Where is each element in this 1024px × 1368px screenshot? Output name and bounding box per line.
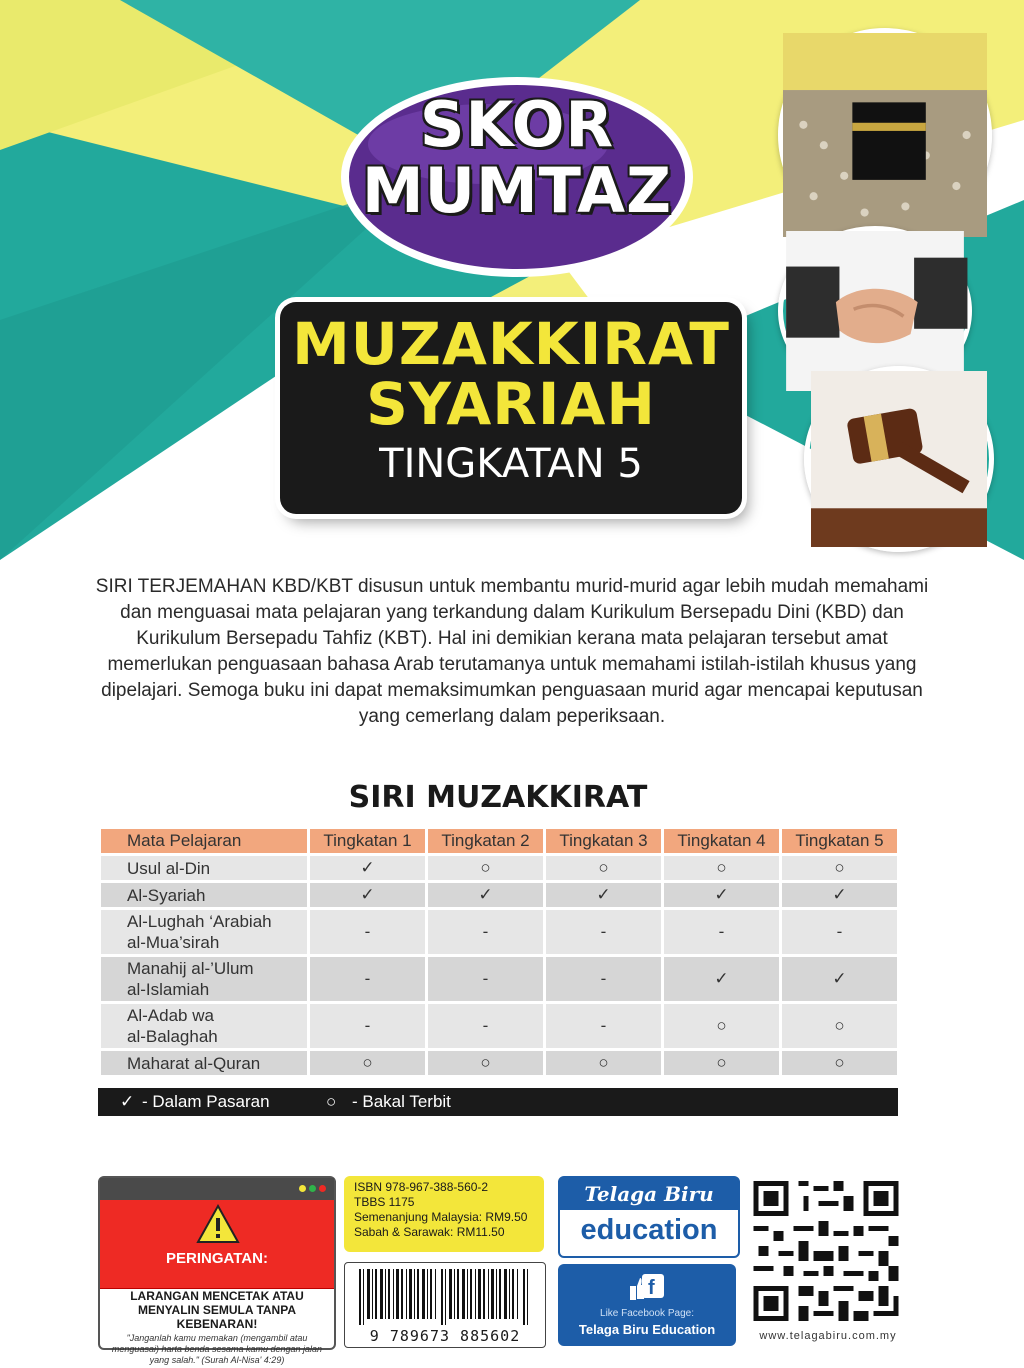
siri-table (98, 826, 900, 1078)
subject-text: Manahij al-’Ulum (127, 959, 254, 978)
row-cell: ○ (428, 856, 543, 880)
subject-text: Maharat al-Quran (127, 1053, 261, 1073)
row-cell: ○ (428, 1051, 543, 1075)
website-url[interactable]: www.telagabiru.com.my (759, 1330, 897, 1342)
row-cell: ✓ (782, 957, 897, 1001)
facebook-box[interactable] (558, 1264, 736, 1346)
facebook-like-icon (628, 1272, 666, 1302)
isbn-box (344, 1176, 544, 1252)
warning-quote: "Janganlah kamu memakan (mengambil atau menguasai) harta benda sesama kamu dengan jalan yang salah." (Surah Al-Nisa' 4:29) (111, 1333, 323, 1365)
row-cell: ○ (664, 1004, 779, 1048)
row-subject (101, 1051, 307, 1075)
circle-icon: ○ (326, 1092, 337, 1111)
warning-window-bar (100, 1178, 334, 1200)
row-cell: ○ (546, 1051, 661, 1075)
subject-text: Al-Lughah ‘Arabiah (127, 912, 272, 931)
legend-circle-text: - Bakal Terbit (352, 1092, 451, 1111)
table-row (101, 1004, 897, 1048)
row-cell: - (428, 910, 543, 954)
subject-text: al-Balaghah (127, 1027, 218, 1046)
row-subject (101, 1004, 307, 1048)
gavel-photo (804, 366, 994, 552)
row-cell: - (310, 910, 425, 954)
table-row (101, 883, 897, 907)
row-cell: ✓ (664, 883, 779, 907)
row-cell: - (310, 957, 425, 1001)
description-text: SIRI TERJEMAHAN KBD/KBT disusun untuk membantu murid-murid agar lebih mudah memahami dan menguasai mata pelajaran yang terkandung dalam Kurikulum Bersepadu Dini (KBD) dan Kurikulum Bersepadu Tahfiz (KBT). Hal ini demikian kerana mata pelajaran tersebut amat memerlukan penguasaan bahasa Arab terutamanya untuk memahami istilah-istilah khusus yang dipelajari. Semoga buku ini dapat memaksimumkan penguasaan murid agar mencapai keputusan yang cemerlang dalam peperiksaan. (95, 576, 929, 727)
row-subject (101, 856, 307, 880)
facebook-page-name[interactable]: Telaga Biru Education (578, 1322, 716, 1337)
subject-text: al-Mua’sirah (127, 933, 220, 952)
row-cell: ○ (310, 1051, 425, 1075)
row-cell: - (782, 910, 897, 954)
row-cell: - (428, 1004, 543, 1048)
row-cell: ✓ (782, 883, 897, 907)
warning-icon (196, 1204, 240, 1244)
warning-header (100, 1178, 334, 1289)
isbn-line: ISBN 978-967-388-560-2 (354, 1180, 489, 1194)
header-subject: Mata Pelajaran (101, 829, 307, 853)
title-line-1: MUZAKKIRAT (292, 310, 730, 378)
title-box (280, 302, 742, 514)
subject-text: Al-Adab wa (127, 1006, 214, 1025)
header-tingkatan-3: Tingkatan 3 (546, 829, 661, 853)
price-semenanjung: Semenanjung Malaysia: RM9.50 (354, 1210, 528, 1224)
row-cell: ✓ (664, 957, 779, 1001)
barcode-number: 9 789673 885602 (369, 1327, 521, 1345)
table-header-row (101, 829, 897, 853)
qr-code[interactable] (748, 1176, 904, 1326)
table-row (101, 1051, 897, 1075)
header-tingkatan-1: Tingkatan 1 (310, 829, 425, 853)
publisher-name: Telaga Biru (560, 1178, 738, 1210)
row-cell: ✓ (310, 856, 425, 880)
legend-check-text: - Dalam Pasaran (142, 1092, 270, 1111)
barcode (344, 1262, 546, 1348)
row-cell: - (428, 957, 543, 1001)
row-subject (101, 883, 307, 907)
subject-text: al-Islamiah (127, 980, 210, 999)
copyright-warning (98, 1176, 336, 1365)
title-line-3: TINGKATAN 5 (379, 441, 643, 487)
kaabah-photo (778, 28, 992, 242)
subject-text: Al-Syariah (127, 885, 206, 905)
row-subject (101, 957, 307, 1001)
header-tingkatan-2: Tingkatan 2 (428, 829, 543, 853)
header-tingkatan-5: Tingkatan 5 (782, 829, 897, 853)
table-row (101, 910, 897, 954)
row-cell: ○ (664, 1051, 779, 1075)
title-line-2: SYARIAH (366, 370, 656, 438)
row-cell: - (546, 910, 661, 954)
check-icon: ✓ (120, 1092, 135, 1111)
row-cell: - (546, 1004, 661, 1048)
logo-line-1: SKOR (419, 88, 615, 161)
row-cell: - (664, 910, 779, 954)
row-cell: ✓ (546, 883, 661, 907)
row-cell: ○ (664, 856, 779, 880)
barcode-bars (357, 1269, 533, 1325)
header-tingkatan-4: Tingkatan 4 (664, 829, 779, 853)
row-cell: ○ (546, 856, 661, 880)
price-sabah-sarawak: Sabah & Sarawak: RM11.50 (354, 1225, 505, 1239)
logo-text (338, 88, 696, 227)
warning-heading: PERINGATAN: (166, 1250, 268, 1267)
subject-text: Usul al-Din (127, 858, 211, 878)
row-cell: ○ (782, 1004, 897, 1048)
row-cell: - (310, 1004, 425, 1048)
siri-title: SIRI MUZAKKIRAT (348, 780, 648, 815)
svg-text:f: f (648, 1277, 655, 1299)
logo-line-2: MUMTAZ (361, 154, 673, 227)
table-legend (98, 1088, 898, 1116)
row-cell: ✓ (310, 883, 425, 907)
row-cell: ✓ (428, 883, 543, 907)
row-cell: - (546, 957, 661, 1001)
row-cell: ○ (782, 856, 897, 880)
table-row (101, 957, 897, 1001)
facebook-like-text: Like Facebook Page: (600, 1308, 694, 1319)
row-cell: ○ (782, 1051, 897, 1075)
row-subject (101, 910, 307, 954)
publisher-logo (558, 1176, 740, 1258)
window-dots (296, 1185, 326, 1192)
tbbs-line: TBBS 1175 (354, 1195, 415, 1209)
table-row (101, 856, 897, 880)
publisher-tagline: education (580, 1214, 718, 1246)
warning-body: LARANGAN MENCETAK ATAU MENYALIN SEMULA TANPA KEBENARAN! (130, 1289, 304, 1331)
